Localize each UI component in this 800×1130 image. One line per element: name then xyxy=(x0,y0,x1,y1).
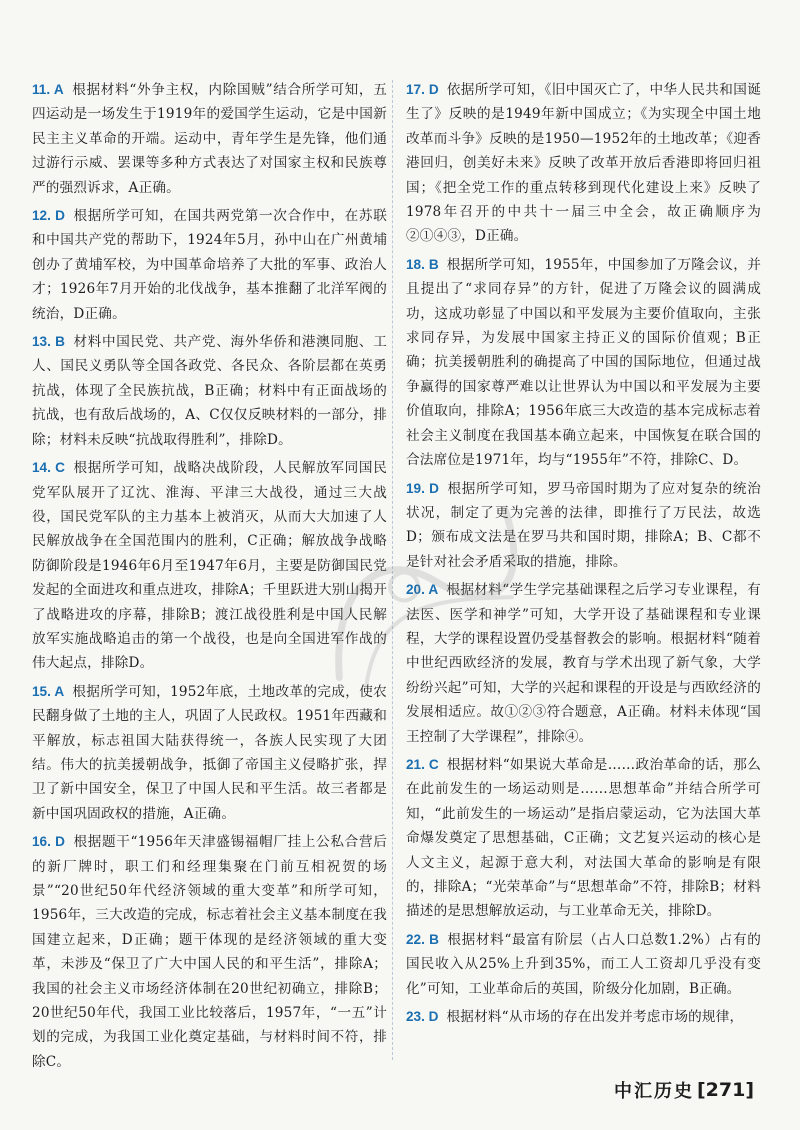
answer-item-15 xyxy=(32,680,387,826)
answer-explanation: 根据所学可知，在国共两党第一次合作中，在苏联和中国共产党的帮助下，1924年5月，孙中山在广州黄埔创办了黄埔军校，为中国革命培养了大批的军事、政治人才；1926年7月开始的北伐战争，基本推翻了北洋军阀的统治，D正确。 xyxy=(32,208,387,322)
answer-item-17 xyxy=(406,78,761,249)
answer-item-14 xyxy=(32,456,387,676)
answer-explanation: 材料中国民党、共产党、海外华侨和港澳同胞、工人、国民义勇队等全国各政党、各民众、各阶层都在英勇抗战，体现了全民族抗战，B正确；材料中有正面战场的抗战，也有敌后战场的，A、C仅仅反映材料的一部分，排除；材料未反映“抗战取得胜利”，排除D。 xyxy=(32,334,387,448)
answer-number: 14. C xyxy=(32,460,65,476)
answer-number: 17. D xyxy=(406,82,439,97)
answer-explanation: 根据材料“从市场的存在出发并考虑市场的规律， xyxy=(446,1009,744,1026)
answer-number: 11. A xyxy=(32,82,64,97)
answer-item-13 xyxy=(32,330,387,452)
answer-number: 16. D xyxy=(32,834,65,850)
answer-item-21 xyxy=(406,753,761,924)
answer-number: 20. A xyxy=(406,582,439,598)
page-footer xyxy=(614,1077,754,1103)
answer-explanation: 依据所学可知，《旧中国灭亡了，中华人民共和国诞生了》反映的是1949年新中国成立；《为实现全中国土地改革而斗争》反映的是1950—1952年的土地改革；《迎香港回归，创美好未来》反映了改革开放后香港即将回归祖国；《把全党工作的重点转移到现代化建设上来》反映了1978年召开的中共十一届三中全会，故正确顺序为②①④③，D正确。 xyxy=(406,82,761,245)
left-column xyxy=(32,78,387,1078)
answer-item-16 xyxy=(32,830,387,1074)
answer-item-20 xyxy=(406,578,761,749)
answer-item-23 xyxy=(406,1005,761,1029)
answer-number: 23. D xyxy=(406,1009,439,1025)
answer-number: 19. D xyxy=(406,480,439,496)
answer-item-12 xyxy=(32,204,387,326)
answer-number: 15. A xyxy=(32,683,65,699)
page-number-value: 271 xyxy=(705,1079,746,1101)
footer-brand: 中汇历史 xyxy=(613,1081,694,1102)
answer-item-11 xyxy=(32,78,387,200)
answer-number: 21. C xyxy=(406,756,439,772)
answer-explanation: 根据所学可知，1952年底，土地改革的完成，使农民翻身做了土地的主人，巩固了人民政权。1951年西藏和平解放，标志祖国大陆获得统一，各族人民实现了大团结。伟大的抗美援朝战争，抵御了帝国主义侵略扩张，捍卫了新中国安全，保卫了中国人民和平生活。故三者都是新中国巩固政权的措施，A正确。 xyxy=(32,683,387,822)
answer-explanation: 根据材料“学生学完基础课程之后学习专业课程，有法医、医学和神学”可知，大学开设了基础课程和专业课程，大学的课程设置仍受基督教会的影响。根据材料“随着中世纪西欧经济的发展，教育与学术出现了新气象，大学纷纷兴起”可知，大学的兴起和课程的开设是与西欧经济的发展相适应。故①②③符合题意，A正确。材料未体现“国王控制了大学课程”，排除④。 xyxy=(406,582,761,745)
page-number: [271] xyxy=(696,1079,754,1101)
right-column xyxy=(406,78,761,1033)
answer-explanation: 根据材料“如果说大革命是……政治革命的话，那么在此前发生的一场运动则是……思想革命”并结合所学可知，“此前发生的一场运动”是指启蒙运动，它为法国大革命爆发奠定了思想基础，C正确；文艺复兴运动的核心是人文主义，起源于意大利，对法国大革命的影响是有限的，排除A；“光荣革命”与“思想革命”不符，排除B；材料描述的是思想解放运动，与工业革命无关，排除D。 xyxy=(406,756,761,920)
answer-item-19 xyxy=(406,477,761,575)
answer-number: 22. B xyxy=(406,931,439,947)
answer-number: 18. B xyxy=(406,256,439,272)
column-divider xyxy=(392,80,393,1060)
answer-explanation: 根据所学可知，1955年，中国参加了万隆会议，并且提出了“求同存异”的方针，促进了万隆会议的圆满成功，这成功彰显了中国以和平发展为主要价值取向，主张求同存异，为发展中国家主持正义的国际价值观；B正确；抗美援朝胜利的确提高了中国的国际地位，但通过战争赢得的国家尊严难以让世界认为中国以和平发展为主要价值取向，排除A；1956年底三大改造的基本完成标志着社会主义制度在我国基本确立起来，中国恢复在联合国的合法席位是1971年，均与“1955年”不符，排除C、D。 xyxy=(406,256,761,469)
answer-explanation: 根据所学可知，罗马帝国时期为了应对复杂的统治状况，制定了更为完善的法律，即推行了万民法，故选D；颁布成文法是在罗马共和国时期，排除A；B、C都不是针对社会矛盾采取的措施，排除。 xyxy=(406,480,761,570)
answer-number: 13. B xyxy=(32,334,65,350)
answer-explanation: 根据材料“最富有阶层（占人口总数1.2%）占有的国民收入从25%上升到35%，而工人工资却几乎没有变化”可知，工业革命后的英国，阶级分化加剧，B正确。 xyxy=(406,931,761,997)
answer-item-22 xyxy=(406,928,761,1001)
answer-explanation: 根据所学可知，战略决战阶段，人民解放军同国民党军队展开了辽沈、淮海、平津三大战役，通过三大战役，国民党军队的主力基本上被消灭，从而大大加速了人民解放战争在全国范围内的胜利，C正确；解放战争战略防御阶段是1946年6月至1947年6月，主要是防御国民党发起的全面进攻和重点进攻，排除A；千里跃进大别山揭开了战略进攻的序幕，排除B；渡江战役胜利是中国人民解放军实施战略追击的第一个战役，也是向全国进军作战的伟大起点，排除D。 xyxy=(32,460,387,672)
answer-explanation: 根据题干“1956年天津盛锡福帽厂挂上公私合营后的新厂牌时，职工们和经理集聚在门前互相祝贺的场景”“20世纪50年代经济领域的重大变革”和所学可知，1956年，三大改造的完成，标志着社会主义基本制度在我国建立起来，D正确；题干体现的是经济领域的重大变革，未涉及“保卫了广大中国人民的和平生活”，排除A；我国的社会主义市场经济体制在20世纪初确立，排除B；20世纪50年代，我国工业比较落后，1957年，“一五”计划的完成，为我国工业化奠定基础，与材料时间不符，排除C。 xyxy=(32,834,387,1070)
answer-explanation: 根据材料“外争主权，内除国贼”结合所学可知，五四运动是一场发生于1919年的爱国学生运动，它是中国新民主主义革命的开端。运动中，青年学生是先锋，他们通过游行示威、罢课等多种方式表达了对国家主权和民族尊严的强烈诉求，A正确。 xyxy=(32,82,387,196)
answer-number: 12. D xyxy=(32,208,65,224)
answer-item-18 xyxy=(406,253,761,473)
